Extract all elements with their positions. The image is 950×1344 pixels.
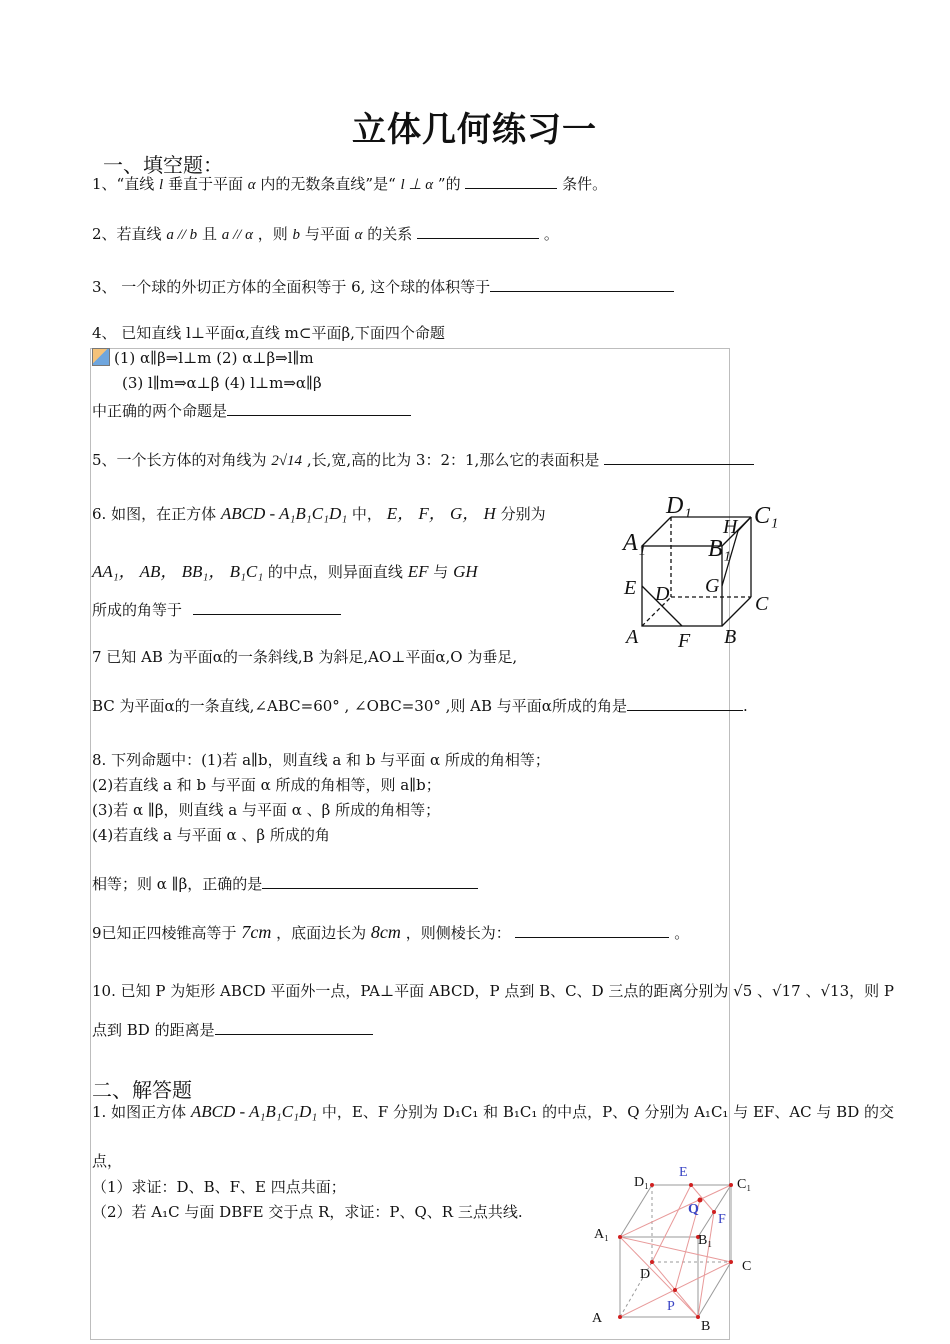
q6-math-gh: GH <box>453 562 478 581</box>
q1-text-e: 内的无数条直线”是“ <box>260 175 396 193</box>
fig1-label-d1: D₁ <box>666 493 692 519</box>
fig1-label-b: B <box>724 626 737 648</box>
solve-1-line1 <box>92 1102 894 1122</box>
q2-math-parallel-plane: a // α <box>221 227 253 243</box>
image-placeholder-icon <box>92 348 110 366</box>
fig1-label-e: E <box>624 577 637 599</box>
q1-text-c: 垂直于平面 <box>167 175 243 193</box>
q6-text-k: 所成的角等于 <box>92 601 183 619</box>
solve-1-part2: （2）若 A₁C 与面 DBFE 交于点 R，求证：P、Q、R 三点共线. <box>92 1203 523 1221</box>
q9-text-f: 。 <box>674 924 690 942</box>
fig2-label-b1: B₁ <box>698 1233 713 1248</box>
q6-math-ef: EF <box>407 562 429 581</box>
question-8-line5 <box>92 874 478 894</box>
fig2-label-b: B <box>701 1319 711 1334</box>
q6-math-points: E， F， G， H <box>386 504 496 523</box>
q2-text-i: 的关系 <box>367 225 413 243</box>
q6-text-e: 分别为 <box>500 505 546 523</box>
q1-math-l: l <box>159 177 164 193</box>
q9-answer-blank[interactable] <box>515 923 669 938</box>
q1-text-g: ”的 <box>437 175 461 193</box>
q9-text-c: ，底面边长为 <box>276 924 367 942</box>
q4-prompt: 中正确的两个命题是 <box>92 402 228 420</box>
cube-figure-1 <box>618 486 788 656</box>
question-4-line1: 4、 已知直线 l⊥平面α,直线 m⊂平面β,下面四个命题 <box>92 324 445 342</box>
question-4-line3: (3) l∥m⇒α⊥β (4) l⊥m⇒α∥β <box>122 374 322 392</box>
q1-text-h: 条件。 <box>562 175 608 193</box>
section-heading-answer: 二、解答题 <box>92 1078 192 1102</box>
fig1-label-g: G <box>705 575 720 597</box>
fig2-label-e: E <box>679 1165 688 1180</box>
q2-math-alpha: α <box>354 227 363 243</box>
q3-answer-blank[interactable] <box>490 277 674 292</box>
question-6-line3 <box>92 600 341 620</box>
fig1-label-a: A <box>626 626 639 648</box>
q1-text-a: 1、“直线 <box>92 175 155 193</box>
cube-figure-2 <box>588 1160 768 1344</box>
q5-text-a: 5、一个长方体的对角线为 <box>92 451 267 469</box>
q1-answer-blank[interactable] <box>465 174 557 189</box>
q6-text-c: 中， <box>351 505 382 523</box>
solve-1-line2: 点， <box>92 1152 123 1170</box>
question-8-line4: (4)若直线 a 与平面 α 、β 所成的角 <box>92 826 330 844</box>
q5-math-diagonal: 2√14 <box>271 453 303 469</box>
q7-answer-blank[interactable] <box>627 696 743 711</box>
q6-text-g: 的中点，则异面直线 <box>267 563 403 581</box>
question-6-line2 <box>92 562 478 582</box>
q2-math-parallel: a // b <box>166 227 198 243</box>
q6-text-a: 6. 如图，在正方体 <box>92 505 217 523</box>
q5-text-c: ,长,宽,高的比为 3：2：1,那么它的表面积是 <box>306 451 600 469</box>
question-7-line2 <box>92 696 748 716</box>
q2-text-a: 2、若直线 <box>92 225 162 243</box>
fig2-label-c: C <box>742 1259 752 1274</box>
fig1-label-h: H <box>723 516 738 538</box>
question-8-line1: 8. 下列命题中：(1)若 a∥b，则直线 a 和 b 与平面 α 所成的角相等； <box>92 751 550 769</box>
fig1-label-c1: C₁ <box>754 503 779 529</box>
q1-math-perp: l ⊥ α <box>400 177 434 193</box>
question-7-line1: 7 已知 AB 为平面α的一条斜线,B 为斜足,AO⊥平面α,O 为垂足, <box>92 648 518 666</box>
question-5 <box>92 450 754 471</box>
fig2-label-d: D <box>640 1267 651 1282</box>
question-10-line1: 10. 已知 P 为矩形 ABCD 平面外一点，PA⊥平面 ABCD，P 点到 B、C、D 三点的距离分别为 √5 、√17 、√13，则 P <box>92 982 894 1000</box>
fig2-label-q: Q <box>688 1202 699 1217</box>
page-title: 立体几何练习一 <box>352 110 597 150</box>
fig1-label-f: F <box>678 630 691 652</box>
question-10-line2 <box>92 1020 373 1040</box>
q4-answer-blank[interactable] <box>227 401 411 416</box>
q7-text: BC 为平面α的一条直线,∠ABC=60° , ∠OBC=30° ,则 AB 与平面α所成的角是 <box>92 697 627 715</box>
q5-answer-blank[interactable] <box>604 450 754 465</box>
q9-text-e: ，则侧棱长为： <box>405 924 511 942</box>
q6-math-cube: ABCD - A₁B₁C₁D₁ <box>220 504 348 523</box>
q6-text-i: 与 <box>433 563 449 581</box>
s1-text-a: 1. 如图正方体 <box>92 1103 187 1121</box>
q6-answer-blank[interactable] <box>193 600 341 615</box>
fig2-label-p: P <box>667 1299 675 1314</box>
section-heading-fill-blank: 一、填空题： <box>103 153 223 177</box>
question-2 <box>92 224 559 245</box>
question-9 <box>92 922 689 943</box>
fig2-label-f: F <box>718 1212 726 1227</box>
q3-text: 3、 一个球的外切正方体的全面积等于 6, 这个球的体积等于 <box>92 278 491 296</box>
fig2-label-d1: D₁ <box>634 1175 649 1190</box>
fig2-label-a: A <box>592 1311 603 1326</box>
q1-math-alpha: α <box>247 177 256 193</box>
s1-text-c: 中，E、F 分别为 D₁C₁ 和 B₁C₁ 的中点，P、Q 分别为 A₁C₁ 与 EF、AC 与 BD 的交 <box>321 1103 894 1121</box>
q4-options-1-2: (1) α∥β⇒l⊥m (2) α⊥β⇒l∥m <box>114 349 314 367</box>
fig1-label-a1: A₁ <box>623 530 647 556</box>
q7-period: . <box>742 697 748 715</box>
q2-text-g: 与平面 <box>304 225 350 243</box>
fig1-label-b1: B₁ <box>708 536 732 562</box>
q2-math-b: b <box>292 227 301 243</box>
q6-math-edges: AA₁， AB， BB₁， B₁C₁ <box>92 562 264 581</box>
question-4-line2 <box>92 348 314 368</box>
question-6-line1 <box>92 504 546 524</box>
fig1-label-d: D <box>655 583 670 605</box>
q10-answer-blank[interactable] <box>215 1020 373 1035</box>
solve-1-part1: （1）求证：D、B、F、E 四点共面； <box>92 1178 346 1196</box>
q2-text-e: ，则 <box>257 225 288 243</box>
question-4-line4 <box>92 401 411 421</box>
s1-math-cube: ABCD - A₁B₁C₁D₁ <box>190 1102 318 1121</box>
q2-text-c: 且 <box>201 225 217 243</box>
q9-math-height: 7cm <box>241 922 272 942</box>
question-1 <box>92 174 607 195</box>
q2-answer-blank[interactable] <box>417 224 539 239</box>
q8-prompt: 相等；则 α ∥β，正确的是 <box>92 875 263 893</box>
q9-text-a: 9已知正四棱锥高等于 <box>92 924 237 942</box>
q2-text-j: 。 <box>543 225 559 243</box>
fig2-label-c1: C₁ <box>737 1177 752 1192</box>
fig2-label-a1: A₁ <box>594 1227 609 1242</box>
question-3 <box>92 277 674 297</box>
question-8-line2: (2)若直线 a 和 b 与平面 α 所成的角相等，则 a∥b； <box>92 776 441 794</box>
q8-answer-blank[interactable] <box>262 874 478 889</box>
q9-math-base: 8cm <box>370 922 401 942</box>
fig1-label-c: C <box>755 593 769 615</box>
question-8-line3: (3)若 α ∥β，则直线 a 与平面 α 、β 所成的角相等； <box>92 801 441 819</box>
q10-prompt: 点到 BD 的距离是 <box>92 1021 215 1039</box>
